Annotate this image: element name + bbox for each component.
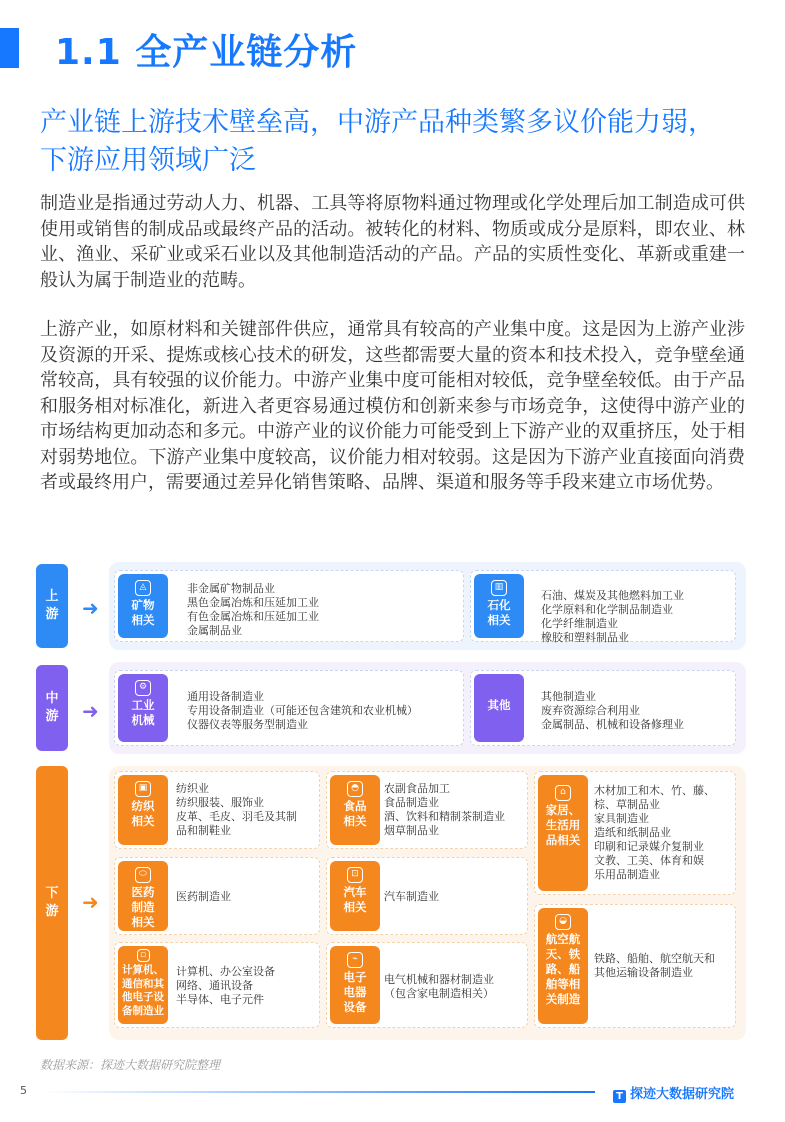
brand-name: 探迹大数据研究院 (630, 1087, 735, 1102)
downstream-label: 下 游 (36, 766, 68, 1040)
upstream-group-petrochem (470, 570, 736, 642)
upstream-arrow-icon: ➜ (82, 596, 99, 620)
ore-icon: ◬ (135, 580, 151, 596)
food-items: 农副食品加工 食品制造业 酒、饮料和精制茶制造业 烟草制品业 (384, 782, 505, 837)
upstream-group-mineral (114, 570, 464, 642)
helmet-icon: ◒ (555, 914, 571, 930)
tag-mineral: ◬ 矿物 相关 (118, 574, 168, 638)
auto-items: 汽车制造业 (384, 890, 439, 903)
tag-pharma: ⬭ 医药 制造 相关 (118, 861, 168, 931)
paragraph-chain: 上游产业，如原材料和关键部件供应，通常具有较高的产业集中度。这是因为上游产业涉及资源的开采、提炼或核心技术的研发，这些都需要大量的资本和技术投入，竞争壁垒通常较高，具有较强的议价能力。中游产业集中度可能相对较低，竞争壁垒较低。由于产品和服务相对标准化，新进入者更容易通过模仿和创新来参与市场竞争，这使得中游产业的市场结构更加动态和多元。中游产业的议价能力可能受到上下游产业的双重挤压，处于相对弱势地位。下游产业集中度较高，议价能力相对较弱。这是因为下游产业直接面向消费者或最终用户，需要通过差异化销售策略、品牌、渠道和服务等手段来建立市场优势。 (40, 319, 745, 493)
industry-chain-diagram (36, 562, 748, 1042)
downstream-group-auto (326, 857, 528, 935)
downstream-group-pharma (114, 857, 320, 935)
downstream-group-electrical (326, 942, 528, 1028)
other-items: 其他制造业 废弃资源综合利用业 金属制品、机械和设备修理业 (541, 690, 684, 731)
robot-arm-icon: ⚙ (135, 680, 151, 696)
pharma-items: 医药制造业 (176, 890, 231, 903)
downstream-group-household (534, 771, 736, 895)
downstream-group-electronics (114, 942, 320, 1028)
tag-petrochem: ▥ 石化 相关 (474, 574, 524, 638)
downstream-arrow-icon: ➜ (82, 890, 99, 914)
downstream-group-food (326, 771, 528, 849)
tag-food: ◓ 食品 相关 (330, 775, 380, 845)
page-title: 1.1 全产业链分析 (55, 32, 358, 73)
paragraph-intro: 制造业是指通过劳动人力、机器、工具等将原物料通过物理或化学处理后加工制造成可供使用或销售的制成品或最终产品的活动。被转化的材料、物质或成分是原料，即农业、林业、渔业、采矿业或采石业以及其他制造活动的产品。产品的实质性变化、革新或重建一般认为属于制造业的范畴。 (40, 193, 745, 291)
upstream-label: 上 游 (36, 564, 68, 648)
downstream-group-transport (534, 904, 736, 1028)
petrochem-items: 石油、煤炭及其他燃料加工业 化学原料和化学制品制造业 化学纤维制造业 橡胶和塑料制品业 (541, 589, 684, 644)
plug-icon: ⌁ (347, 952, 363, 968)
textile-items: 纺织业 纺织服装、服饰业 皮革、毛皮、羽毛及其制 品和制鞋业 (176, 782, 297, 837)
mineral-items: 非金属矿物制品业 黑色金属冶炼和压延加工业 有色金属冶炼和压延加工业 金属制品业 (187, 582, 319, 637)
car-icon: ⊡ (347, 867, 363, 883)
footer-brand (613, 1083, 734, 1103)
tag-machinery: ⚙ 工业 机械 (118, 674, 168, 742)
pill-icon: ⬭ (135, 867, 151, 883)
electrical-items: 电气机械和器材制造业 （包含家电制造相关） (384, 973, 494, 1000)
refinery-icon: ▥ (491, 580, 507, 596)
tag-auto: ⊡ 汽车 相关 (330, 861, 380, 931)
shirt-icon: ▣ (135, 781, 151, 797)
section-subtitle: 产业链上游技术壁垒高，中游产品种类繁多议价能力弱，下游应用领域广泛 (40, 107, 715, 176)
midstream-group-other (470, 670, 736, 746)
household-items: 木材加工和木、竹、藤、 棕、草制品业 家具制造业 造纸和纸制品业 印刷和记录媒介复制业 文教、工美、体育和娱 乐用品制造业 (594, 784, 715, 881)
midstream-arrow-icon: ➜ (82, 699, 99, 723)
tag-electronics: ▫ 计算机、 通信和其 他电子设 备制造业 (118, 946, 168, 1024)
electronics-items: 计算机、办公室设备 网络、通讯设备 半导体、电子元件 (176, 965, 275, 1006)
tag-textile: ▣ 纺织 相关 (118, 775, 168, 845)
midstream-label: 中 游 (36, 665, 68, 751)
brand-logo-icon: T (613, 1090, 626, 1103)
machinery-items: 通用设备制造业 专用设备制造业（可能还包含建筑和农业机械） 仪器仪表等服务型制造业 (187, 690, 418, 731)
data-source-note: 数据来源：探迹大数据研究院整理 (40, 1058, 221, 1072)
food-icon: ◓ (347, 781, 363, 797)
downstream-group-textile (114, 771, 320, 849)
title-accent-bar (0, 28, 19, 68)
tag-transport: ◒ 航空航 天、铁 路、船 舶等相 关制造 (538, 908, 588, 1024)
footer-divider (40, 1091, 595, 1093)
home-icon: ⌂ (555, 785, 571, 801)
page-number: 5 (20, 1084, 27, 1097)
tag-household: ⌂ 家居、 生活用 品相关 (538, 775, 588, 891)
tag-other: 其他 (474, 674, 524, 742)
transport-items: 铁路、船舶、航空航天和 其他运输设备制造业 (594, 952, 715, 979)
midstream-group-machinery (114, 670, 464, 746)
chip-icon: ▫ (137, 949, 150, 962)
tag-electrical: ⌁ 电子 电器 设备 (330, 946, 380, 1024)
